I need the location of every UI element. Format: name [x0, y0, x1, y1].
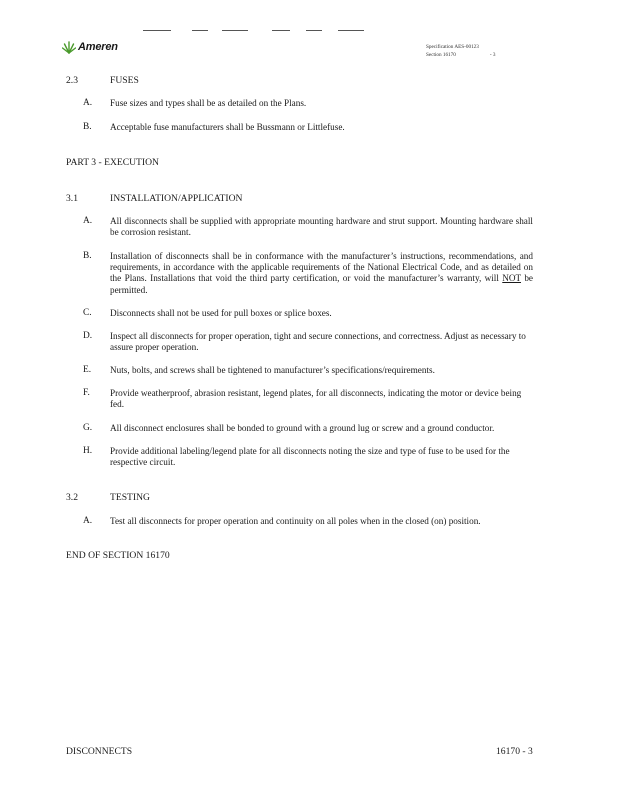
section-number: 3.2: [66, 492, 78, 503]
footer-title: DISCONNECTS: [66, 746, 133, 757]
footer-page-number: 16170 - 3: [496, 746, 533, 757]
item-letter: F.: [83, 388, 90, 398]
item-letter: E.: [83, 365, 92, 375]
item-text: Provide additional labeling/legend plate for all disconnects noting the size and type of fuse to be used for the respective circuit.: [110, 446, 510, 468]
item-letter: B.: [83, 251, 92, 261]
item-text-part: Installation of disconnects shall be in conformance with the manufacturer’s instructions, recommendations, and requirements, in accordance with the applicable requirements of the National Electrical Code, and as detailed on the Plans. Installations that void the third party certification, or void the manufacturer’s warranty, will: [110, 251, 533, 284]
top-rule: [222, 30, 248, 31]
section-line: Section 16170: [426, 52, 456, 58]
company-logo: [62, 40, 118, 54]
logo-wordmark: Ameren: [78, 41, 118, 53]
item-text: All disconnects shall be supplied with appropriate mounting hardware and strut support. Mounting hardware shall be corrosion resistant.: [110, 216, 533, 238]
top-rule: [272, 30, 290, 31]
top-rule: [306, 30, 322, 31]
item-text: All disconnect enclosures shall be bonded to ground with a ground lug or screw and a ground conductor.: [110, 423, 495, 433]
sunburst-logo-icon: [62, 40, 76, 54]
item-text: Inspect all disconnects for proper operation, tight and secure connections, and correctness. Adjust as necessary to assure proper operation.: [110, 331, 526, 353]
item-letter: G.: [83, 423, 93, 433]
section-title: TESTING: [110, 492, 150, 503]
end-of-section: END OF SECTION 16170: [66, 550, 170, 561]
part-heading: PART 3 - EXECUTION: [66, 157, 159, 168]
item-text: Nuts, bolts, and screws shall be tightened to manufacturer’s specifications/requirements.: [110, 365, 435, 375]
section-title: FUSES: [110, 75, 139, 86]
section-title: INSTALLATION/APPLICATION: [110, 193, 243, 204]
item-letter: D.: [83, 331, 93, 341]
item-letter: C.: [83, 308, 92, 318]
spec-line: Specification AES-00123: [426, 44, 479, 50]
item-letter: A.: [83, 216, 93, 226]
item-letter: H.: [83, 446, 93, 456]
top-rule: [143, 30, 171, 31]
item-text: [110, 251, 533, 296]
item-letter: B.: [83, 122, 92, 132]
item-text: Fuse sizes and types shall be as detailed on the Plans.: [110, 98, 307, 108]
top-rule: [338, 30, 364, 31]
item-text: Disconnects shall not be used for pull boxes or splice boxes.: [110, 308, 332, 318]
spec-reference: [426, 43, 495, 59]
item-letter: A.: [83, 98, 93, 108]
item-text: Test all disconnects for proper operation and continuity on all poles when in the closed (on) position.: [110, 516, 481, 526]
top-rule: [192, 30, 208, 31]
item-text-part: be permitted.: [110, 273, 534, 295]
item-text: Provide weatherproof, abrasion resistant, legend plates, for all disconnects, indicating the motor or device being fed.: [110, 388, 522, 410]
emphasis-not: NOT: [502, 273, 521, 284]
section-number: 3.1: [66, 193, 78, 204]
item-letter: A.: [83, 516, 93, 526]
header-page-mark: - 3: [489, 52, 496, 58]
item-text: Acceptable fuse manufacturers shall be Bussmann or Littlefuse.: [110, 122, 345, 132]
section-number: 2.3: [66, 75, 78, 86]
